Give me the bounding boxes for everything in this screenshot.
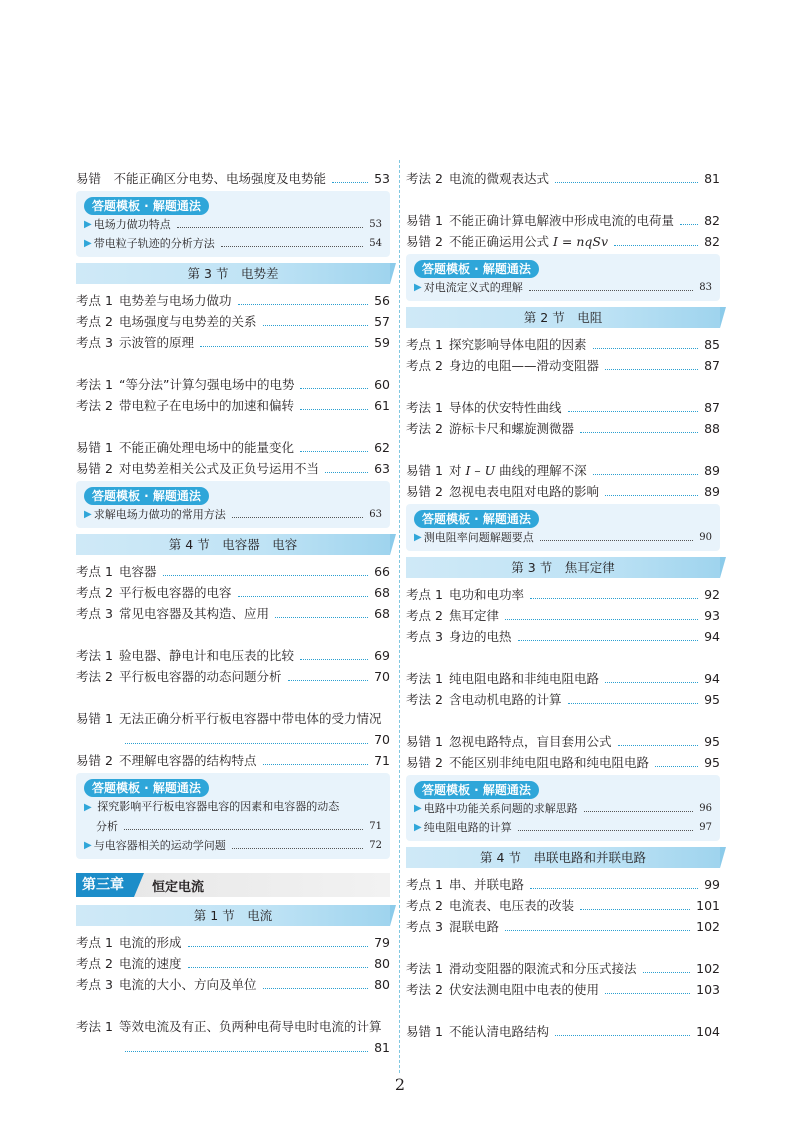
triangle-right-icon: ▶ (414, 532, 422, 543)
section-header[interactable]: 第 3 节 焦耳定律 (406, 557, 720, 578)
toc-entry[interactable]: 易错 1 不能正确计算电解液中形成电流的电荷量 82 (406, 213, 720, 228)
triangle-right-icon: ▶ (84, 509, 92, 520)
template-item[interactable]: ▶ 探究影响平行板电容器电容的因素和电容器的动态 (84, 800, 340, 813)
triangle-right-icon: ▶ (84, 802, 92, 813)
template-item[interactable]: ▶ 与电容器相关的运动学问题 72 (84, 836, 382, 855)
toc-entry[interactable]: 考点 3 常见电容器及其构造、应用 68 (76, 606, 390, 621)
triangle-right-icon: ▶ (84, 219, 92, 230)
template-title: 答题模板 · 解题通法 (84, 779, 209, 797)
template-item[interactable]: ▶ 对电流定义式的理解 83 (414, 278, 712, 297)
template-item[interactable]: ▶ 求解电场力做功的常用方法 63 (84, 505, 382, 524)
triangle-right-icon: ▶ (414, 803, 422, 814)
template-item-continued[interactable]: 分析 71 (96, 820, 382, 833)
toc-entry[interactable]: 易错 2 不能区别非纯电阻电路和纯电阻电路 95 (406, 755, 720, 770)
triangle-right-icon: ▶ (84, 238, 92, 249)
template-title: 答题模板 · 解题通法 (84, 197, 209, 215)
toc-entry[interactable]: 考法 2 平行板电容器的动态问题分析 70 (76, 669, 390, 684)
toc-entry[interactable]: 易错 1 不能正确处理电场中的能量变化 62 (76, 440, 390, 455)
toc-entry[interactable]: 易错 1 无法正确分析平行板电容器中带电体的受力情况 (76, 711, 382, 726)
template-item[interactable]: ▶ 带电粒子轨迹的分析方法 54 (84, 234, 382, 253)
template-item[interactable]: ▶ 纯电阻电路的计算 97 (414, 818, 712, 837)
toc-entry[interactable]: 易错 2 不理解电容器的结构特点 71 (76, 753, 390, 768)
toc-entry[interactable]: 考点 3 身边的电热 94 (406, 629, 720, 644)
template-box (76, 481, 390, 528)
toc-entry[interactable]: 考点 3 混联电路 102 (406, 919, 720, 934)
toc-entry[interactable]: 易错 1 不能认清电路结构 104 (406, 1024, 720, 1039)
chapter-label: 第三章 (76, 873, 134, 897)
section-header[interactable]: 第 1 节 电流 (76, 905, 390, 926)
toc-left-column (76, 168, 390, 1058)
toc-entry[interactable]: 易错 1 对 I – U 曲线的理解不深 89 (406, 463, 720, 478)
toc-entry[interactable]: 考法 1 验电器、静电计和电压表的比较 69 (76, 648, 390, 663)
template-box (406, 504, 720, 551)
section-header[interactable]: 第 2 节 电阻 (406, 307, 720, 328)
template-box (76, 773, 390, 859)
toc-entry[interactable]: 考点 3 示波管的原理 59 (76, 335, 390, 350)
toc-entry[interactable]: 考点 2 电流的速度 80 (76, 956, 390, 971)
toc-entry[interactable]: 考点 1 电势差与电场力做功 56 (76, 293, 390, 308)
triangle-right-icon: ▶ (414, 822, 422, 833)
toc-entry[interactable]: 考法 2 游标卡尺和螺旋测微器 88 (406, 421, 720, 436)
toc-entry[interactable]: 考法 1 滑动变阻器的限流式和分压式接法 102 (406, 961, 720, 976)
entry-page: 53 (374, 171, 390, 186)
triangle-right-icon: ▶ (414, 282, 422, 293)
toc-entry[interactable]: 考点 1 电功和电功率 92 (406, 587, 720, 602)
toc-entry-continued[interactable]: 81 (76, 1037, 390, 1058)
toc-entry[interactable]: 考点 2 电流表、电压表的改装 101 (406, 898, 720, 913)
toc-entry[interactable]: 考点 1 电流的形成 79 (76, 935, 390, 950)
template-item[interactable]: ▶ 电路中功能关系问题的求解思路 96 (414, 799, 712, 818)
toc-entry[interactable]: 考点 2 身边的电阻——滑动变阻器 87 (406, 358, 720, 373)
toc-right-column (406, 168, 720, 1042)
formula: I – U (465, 463, 496, 478)
chapter-header[interactable] (76, 873, 390, 897)
formula: I = nqSv (553, 234, 609, 249)
template-box (76, 191, 390, 257)
section-header[interactable]: 第 4 节 串联电路和并联电路 (406, 847, 720, 868)
toc-entry[interactable]: 考点 3 电流的大小、方向及单位 80 (76, 977, 390, 992)
template-title: 答题模板 · 解题通法 (84, 487, 209, 505)
template-title: 答题模板 · 解题通法 (414, 510, 539, 528)
toc-entry[interactable]: 易错 1 忽视电路特点，盲目套用公式 95 (406, 734, 720, 749)
toc-entry[interactable]: 考法 2 电流的微观表达式 81 (406, 171, 720, 186)
dot-leader (332, 182, 368, 183)
toc-entry[interactable]: 考点 1 电容器 66 (76, 564, 390, 579)
toc-entry[interactable]: 考法 2 伏安法测电阻中电表的使用 103 (406, 982, 720, 997)
triangle-right-icon: ▶ (84, 840, 92, 851)
template-title: 答题模板 · 解题通法 (414, 781, 539, 799)
toc-entry[interactable]: 考法 1 “等分法”计算匀强电场中的电势 60 (76, 377, 390, 392)
entry-text: 易错 不能正确区分电势、电场强度及电势能 (76, 171, 327, 186)
toc-entry[interactable]: 考点 1 串、并联电路 99 (406, 877, 720, 892)
toc-entry[interactable]: 考法 1 纯电阻电路和非纯电阻电路 94 (406, 671, 720, 686)
template-box (406, 254, 720, 301)
template-box (406, 775, 720, 841)
chapter-title: 恒定电流 (152, 879, 205, 895)
toc-entry[interactable]: 考点 2 焦耳定律 93 (406, 608, 720, 623)
template-item[interactable]: ▶ 测电阻率问题解题要点 90 (414, 528, 712, 547)
template-title: 答题模板 · 解题通法 (414, 260, 539, 278)
toc-entry[interactable]: 考点 2 平行板电容器的电容 68 (76, 585, 390, 600)
toc-entry[interactable]: 易错 2 对电势差相关公式及正负号运用不当 63 (76, 461, 390, 476)
page-number: 2 (394, 1075, 406, 1094)
toc-entry[interactable]: 考法 2 带电粒子在电场中的加速和偏转 61 (76, 398, 390, 413)
toc-entry-continued[interactable]: 70 (76, 729, 390, 750)
section-header[interactable]: 第 4 节 电容器 电容 (76, 534, 390, 555)
template-item[interactable]: ▶ 电场力做功特点 53 (84, 215, 382, 234)
toc-entry[interactable]: 考法 2 含电动机电路的计算 95 (406, 692, 720, 707)
toc-entry[interactable]: 考法 1 等效电流及有正、负两种电荷导电时电流的计算 (76, 1019, 382, 1034)
toc-entry[interactable]: 考点 1 探究影响导体电阻的因素 85 (406, 337, 720, 352)
toc-entry[interactable]: 考法 1 导体的伏安特性曲线 87 (406, 400, 720, 415)
toc-entry[interactable] (76, 168, 390, 189)
toc-entry[interactable]: 考点 2 电场强度与电势差的关系 57 (76, 314, 390, 329)
section-header[interactable]: 第 3 节 电势差 (76, 263, 390, 284)
toc-entry[interactable]: 易错 2 不能正确运用公式 I = nqSv 82 (406, 234, 720, 249)
column-divider (399, 160, 400, 1073)
toc-entry[interactable]: 易错 2 忽视电表电阻对电路的影响 89 (406, 484, 720, 499)
